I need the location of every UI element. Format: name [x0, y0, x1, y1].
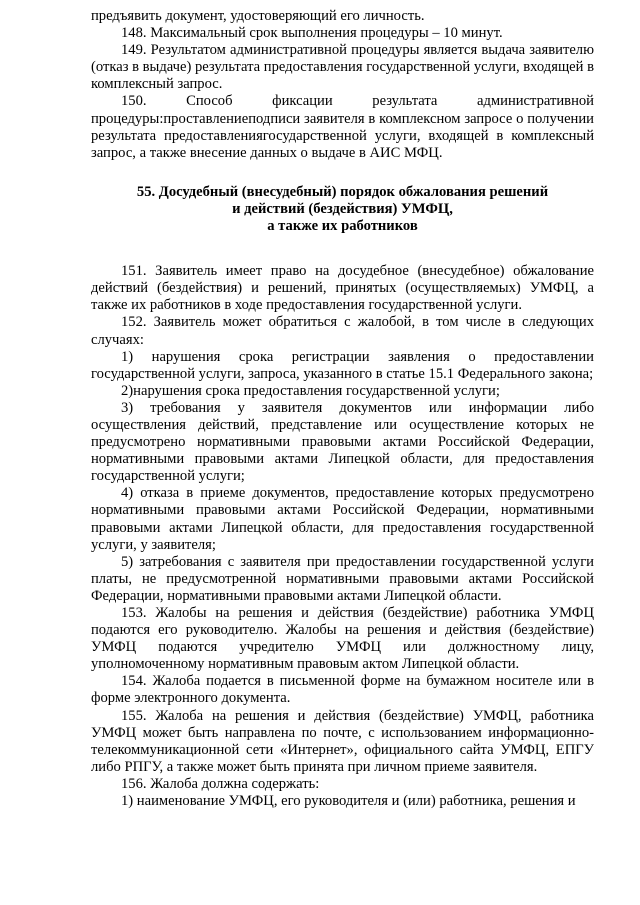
paragraph-151: 151. Заявитель имеет право на досудебное (внесудебное) обжалование действий (бездействия) и решений, принятых (осуществляемых) УМФЦ, а также их работников в ходе предоставления государственной услуги. [91, 263, 594, 314]
list-item-4: 4) отказа в приеме документов, предоставление которых предусмотрено нормативными правовыми актами Российской Федерации, нормативными правовыми актами Липецкой области, для предоставления государственной услуги, у заявителя; [91, 485, 594, 553]
paragraph-152: 152. Заявитель может обратиться с жалобой, в том числе в следующих случаях: [91, 314, 594, 348]
heading-line-1: 55. Досудебный (внесудебный) порядок обжалования решений [136, 183, 549, 200]
paragraph-148: 148. Максимальный срок выполнения процедуры – 10 минут. [121, 25, 503, 42]
list-item-3: 3) требования у заявителя документов или информации либо осуществления действий, представление или осуществление которых не предусмотрено нормативными правовыми актами Российской Федерации, нормативными правовыми актами Липецкой области, для предоставления государственной услуги; [91, 399, 594, 485]
list-item-5: 5) затребования с заявителя при предоставлении государственной услуги платы, не предусмотренной нормативными правовыми актами Российской Федерации, нормативными правовыми актами Липецкой области. [91, 553, 594, 604]
paragraph-154: 154. Жалоба подается в письменной форме на бумажном носителе или в форме электронного документа. [91, 673, 594, 707]
paragraph-156: 156. Жалоба должна содержать: [121, 775, 320, 792]
heading-line-3: а также их работников [267, 218, 418, 235]
paragraph-155: 155. Жалоба на решения и действия (бездействие) УМФЦ, работника УМФЦ может быть направлена по почте, с использованием информационно-телекоммуникационной сети «Интернет», официального сайта УМФЦ, ЕПГУ либо РПГУ, а также может быть принята при личном приеме заявителя. [91, 707, 594, 775]
paragraph-150: 150. Способ фиксации результата административной процедуры:проставлениеподписи заявителя в комплексном запросе о получении результата предоставлениягосударственной услуги, входящей в комплексный запрос, а также внесение данных о выдаче в АИС МФЦ. [91, 93, 594, 161]
list-item-2: 2)нарушения срока предоставления государственной услуги; [121, 382, 500, 399]
paragraph-149: 149. Результатом административной процедуры является выдача заявителю (отказ в выдаче) результата предоставления государственной услуги, входящей в комплексный запрос. [91, 42, 595, 93]
paragraph-153: 153. Жалобы на решения и действия (бездействие) работника УМФЦ подаются его руководителю. Жалобы на решения и действия (бездействие) УМФЦ подаются учредителю УМФЦ или должностному лицу, уполномоченному нормативным правовым актом Липецкой области. [91, 605, 594, 673]
paragraph-continuation: предъявить документ, удостоверяющий его личность. [91, 8, 425, 24]
section-heading [91, 184, 594, 235]
heading-line-2: и действий (бездействия) УМФЦ, [232, 200, 453, 217]
paragraph-156-item-1: 1) наименование УМФЦ, его руководителя и (или) работника, решения и [121, 793, 576, 810]
document-body [91, 8, 594, 810]
list-item-1: 1) нарушения срока регистрации заявления о предоставлении государственной услуги, запроса, указанного в статье 15.1 Федерального закона; [91, 348, 594, 382]
